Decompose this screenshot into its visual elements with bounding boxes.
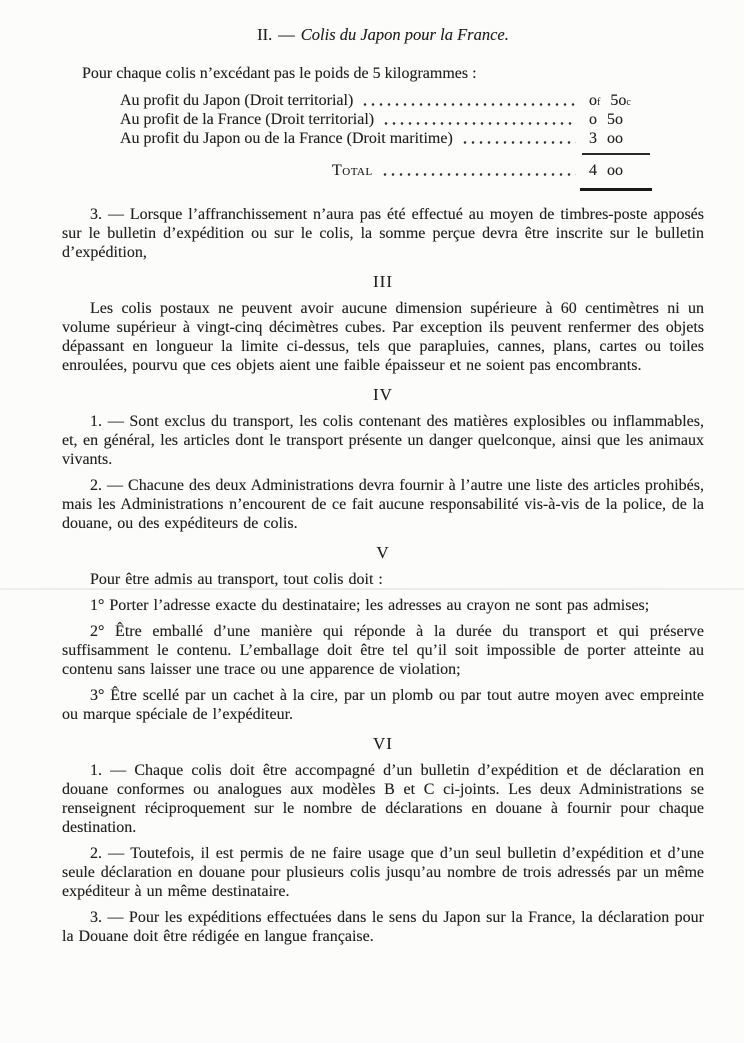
dot-leader	[361, 102, 576, 107]
total-amount	[584, 161, 654, 180]
paragraph-3-franking: 3. — Lorsque l’affranchissement n’aura pas été effectué au moyen de timbres-poste apposés sur le bulletin d’expédition ou sur le colis, la somme perçue devra être inscrite sur le bulletin d’expédition,	[62, 206, 704, 261]
tariff-intro: Pour chaque colis n’excédant pas le poids de 5 kilogrammes :	[82, 65, 477, 82]
title-numeral: II.	[257, 25, 273, 44]
section-vi-heading: VI	[373, 734, 393, 753]
dot-leader	[381, 172, 576, 177]
section-iv-paragraph-1: 1. — Sont exclus du transport, les colis contenant des matières explosibles ou inflammables, et, en général, les articles dont le transport présente un danger quelconque, ainsi que les animaux vivants.	[62, 413, 704, 468]
tariff-amount: o f 5o c	[584, 91, 654, 110]
section-iv-heading: IV	[373, 385, 393, 404]
scan-artifact-line	[0, 588, 744, 590]
section-iv-paragraph-2: 2. — Chacune des deux Administrations devra fournir à l’autre une liste des articles prohibés, mais les Administrations n’encourent de ce fait aucune responsabilité vis-à-vis de la police, de la douane, ou des expéditeurs de colis.	[62, 477, 704, 532]
tariff-row-label: Au profit du Japon ou de la France (Droit maritime)	[120, 130, 453, 147]
total-rule-bottom	[580, 188, 652, 191]
dot-leader	[382, 121, 576, 126]
centimes-value: oo	[607, 130, 623, 147]
centimes-value: 5o	[607, 111, 623, 128]
section-iii-paragraph: Les colis postaux ne peuvent avoir aucune dimension supérieure à 60 centimètres ni un volume supérieur à vingt-cinq décimètres cubes. Par exception ils peuvent renfermer des objets dépassant en longueur la limite ci-dessus, tels que parapluies, cannes, plans, cartes ou toiles enroulées, pourvu que ces objets aient une faible épaisseur et ne soient pas encombrants.	[62, 300, 704, 374]
francs-value: 3	[589, 130, 597, 147]
centimes-value: 5o	[610, 92, 627, 109]
section-vi-paragraph-1: 1. — Chaque colis doit être accompagné d’un bulletin d’expédition et de déclaration en douane conformes ou analogues aux modèles B et C ci-joints. Les deux Administrations se renseignent réciproquement sur le nombre de déclarations en douane à fournir pour chaque destination.	[62, 762, 704, 836]
total-row	[332, 161, 704, 180]
francs-value: o	[589, 92, 597, 109]
section-v-item-2: 2° Être emballé d’une manière qui réponde à la durée du transport et qui préserve suffisamment le contenu. L’emballage doit être tel qu’il soit impossible de porter atteinte au contenu sans laisser une trace ou une apparence de violation;	[62, 623, 704, 678]
tariff-row	[120, 91, 704, 110]
tariff-row-label: Au profit de la France (Droit territorial)	[120, 111, 375, 128]
section-vi-paragraph-3: 3. — Pour les expéditions effectuées dans le sens du Japon sur la France, la déclaration pour la Douane doit être rédigée en langue française.	[62, 909, 704, 945]
francs-value: o	[589, 111, 597, 128]
section-iii-heading: III	[373, 272, 393, 291]
centimes-value: oo	[607, 162, 623, 179]
title-dash: —	[278, 25, 295, 44]
total-rule-top	[582, 153, 650, 155]
title-text: Colis du Japon pour la France.	[300, 25, 509, 44]
total-label: Total	[332, 162, 373, 179]
dot-leader	[461, 140, 576, 145]
section-vi-paragraph-2: 2. — Toutefois, il est permis de ne faire usage que d’un seul bulletin d’expédition et d’une seule déclaration en douane pour plusieurs colis jusqu’au nombre de trois adressés par un même expéditeur à un même destinataire.	[62, 845, 704, 900]
section-v-item-3: 3° Être scellé par un cachet à la cire, par un plomb ou par tout autre moyen avec empreinte ou marque spéciale de l’expéditeur.	[62, 687, 704, 723]
page-title	[62, 25, 704, 44]
tariff-amount	[584, 110, 654, 129]
section-v-item-1: 1° Porter l’adresse exacte du destinataire; les adresses au crayon ne sont pas admises;	[90, 597, 650, 614]
tariff-amount	[584, 129, 654, 148]
francs-value: 4	[589, 162, 597, 179]
section-v-intro: Pour être admis au transport, tout colis doit :	[90, 571, 383, 588]
tariff-row	[120, 110, 704, 129]
tariff-table	[120, 91, 704, 191]
tariff-row-label: Au profit du Japon (Droit territorial)	[120, 92, 354, 109]
section-v-heading: V	[376, 543, 390, 562]
tariff-row	[120, 129, 704, 148]
